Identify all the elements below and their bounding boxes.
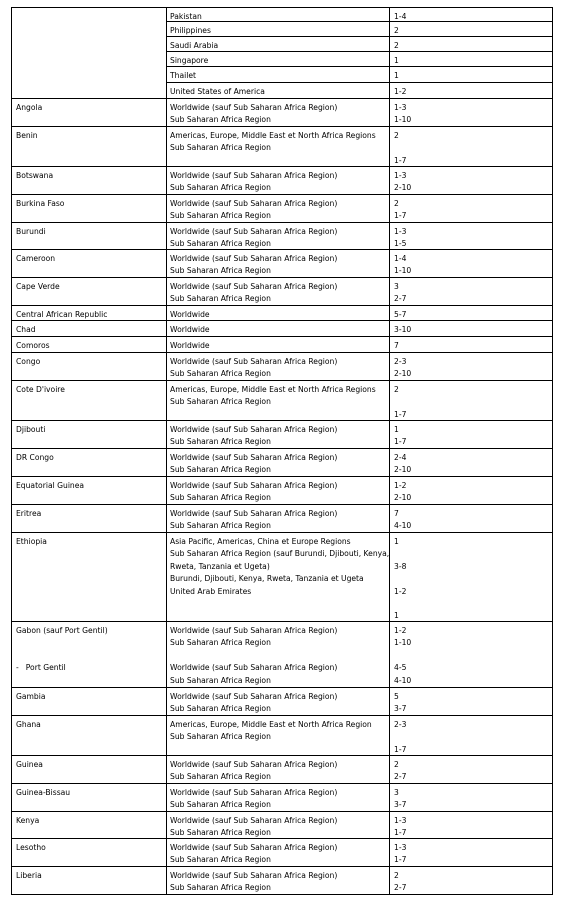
rate-value: 2 (394, 199, 399, 208)
rate-value: 2-7 (394, 294, 407, 304)
region-line: Sub Saharan Africa Region (170, 521, 271, 531)
rate-value: 7 (394, 341, 399, 350)
table-row (11, 167, 553, 195)
region-cell (166, 784, 389, 811)
country-cell (12, 337, 166, 352)
region-line: Worldwide (sauf Sub Saharan Africa Region) (170, 663, 338, 673)
country-name: Central African Republic (16, 310, 108, 319)
country-name: Ethiopia (16, 537, 47, 546)
country-cell (12, 250, 166, 277)
rate-cell (389, 421, 552, 448)
rate-value: 2-3 (394, 720, 407, 729)
region-line: Sub Saharan Africa Region (170, 704, 271, 714)
country-cell (12, 321, 166, 336)
rate-cell (389, 353, 552, 380)
country-name: Gabon (sauf Port Gentil) (16, 626, 108, 635)
rate-value: 1-3 (394, 103, 407, 112)
country-name: Guinea (16, 760, 43, 769)
country-cell (12, 99, 166, 126)
region-cell (166, 127, 389, 166)
country-cell (12, 756, 166, 783)
rate-cell (389, 839, 552, 866)
rate-value: 1 (394, 71, 399, 80)
country-cell (12, 867, 166, 894)
region-cell (166, 195, 389, 222)
table-row (11, 688, 553, 716)
country-name: DR Congo (16, 453, 54, 462)
rate-cell (389, 321, 552, 336)
rate-value: 2-10 (394, 369, 412, 379)
table-row (11, 477, 553, 505)
table-row (11, 306, 553, 321)
rate-cell (389, 756, 552, 783)
country-name: Botswana (16, 171, 54, 180)
table-row (11, 505, 553, 533)
rate-value: 2-4 (394, 453, 407, 462)
rate-cell (389, 195, 552, 222)
region-cell (166, 505, 389, 532)
country-name: Lesotho (16, 843, 46, 852)
rate-value: 1-2 (394, 87, 407, 96)
region-line: Sub Saharan Africa Region (170, 828, 271, 838)
region-cell (166, 533, 389, 621)
country-cell (12, 195, 166, 222)
rate-cell (389, 278, 552, 305)
country-cell (12, 83, 166, 98)
country-name: Djibouti (16, 425, 46, 434)
country-cell (12, 784, 166, 811)
country-name (16, 40, 166, 52)
region-line: Sub Saharan Africa Region (170, 143, 271, 153)
region-line: Sub Saharan Africa Region (170, 638, 271, 648)
country-name: Guinea-Bissau (16, 788, 71, 797)
country-name: Cameroon (16, 254, 56, 263)
table-row (11, 195, 553, 223)
region-line: Worldwide (sauf Sub Saharan Africa Region) (170, 357, 338, 366)
table-row (11, 812, 553, 839)
region-cell (166, 337, 389, 352)
table-row (11, 37, 553, 52)
region-line: Sub Saharan Africa Region (170, 732, 271, 742)
region-line: Sub Saharan Africa Region (170, 266, 271, 276)
country-name (16, 11, 166, 22)
region-cell (166, 52, 389, 66)
region-line: Worldwide (170, 310, 210, 319)
rate-cell (389, 52, 552, 66)
region-line: Sub Saharan Africa Region (170, 883, 271, 893)
rate-value: 1-10 (394, 638, 412, 648)
region-line: Sub Saharan Africa Region (170, 493, 271, 503)
table-row (11, 784, 553, 812)
table-row (11, 67, 553, 83)
country-cell (12, 533, 166, 621)
rate-value: 1 (394, 56, 399, 65)
table-row (11, 622, 553, 688)
rate-value: 3 (394, 788, 399, 797)
country-name: Benin (16, 131, 38, 140)
rate-value: 5 (394, 692, 399, 701)
rate-value: 7 (394, 509, 399, 518)
region-line: Worldwide (sauf Sub Saharan Africa Region) (170, 509, 338, 518)
region-cell (166, 83, 389, 98)
country-name: Equatorial Guinea (16, 481, 85, 490)
region-line: Worldwide (sauf Sub Saharan Africa Region) (170, 626, 338, 635)
region-cell (166, 353, 389, 380)
country-name (16, 25, 166, 37)
rate-cell (389, 99, 552, 126)
region-line: Sub Saharan Africa Region (170, 239, 271, 249)
rate-value: 1-7 (394, 155, 407, 165)
rate-value: 2 (394, 385, 399, 394)
region-line: Worldwide (sauf Sub Saharan Africa Region) (170, 199, 338, 208)
rate-value: 4-10 (394, 521, 412, 531)
table-row (11, 353, 553, 381)
region-cell (166, 99, 389, 126)
table-row (11, 83, 553, 99)
region-line: Worldwide (sauf Sub Saharan Africa Region) (170, 692, 338, 701)
region-line: Asia Pacific, Americas, China et Europe Regions (170, 537, 351, 546)
region-cell (166, 321, 389, 336)
rate-value: 2 (394, 41, 399, 50)
rate-cell (389, 784, 552, 811)
rate-value: 1 (394, 425, 399, 434)
country-cell (12, 505, 166, 532)
rate-cell (389, 22, 552, 36)
region-cell (166, 477, 389, 504)
rate-value: 1-7 (394, 437, 407, 447)
region-line: Worldwide (sauf Sub Saharan Africa Region) (170, 103, 338, 112)
region-line: Worldwide (sauf Sub Saharan Africa Region) (170, 760, 338, 769)
country-cell (12, 37, 166, 52)
country-cell (12, 477, 166, 504)
region-line: Americas, Europe, Middle East et North Africa Regions (170, 131, 376, 140)
table-row (11, 7, 553, 22)
rate-value: 3-10 (394, 325, 412, 334)
table-row (11, 223, 553, 250)
country-cell (12, 223, 166, 249)
rate-cell (389, 505, 552, 532)
region-cell (166, 421, 389, 448)
rate-cell (389, 688, 552, 715)
table-row (11, 716, 553, 756)
region-line: United States of America (170, 87, 265, 96)
rate-value: 3-7 (394, 800, 407, 810)
region-line: Sub Saharan Africa Region (170, 437, 271, 447)
country-name: Burkina Faso (16, 199, 65, 208)
rate-cell (389, 167, 552, 194)
table-row (11, 127, 553, 167)
rate-cell (389, 127, 552, 166)
region-line: Sub Saharan Africa Region (170, 800, 271, 810)
rate-value: 1-2 (394, 626, 407, 635)
country-sub-entry (16, 662, 166, 674)
country-cell (12, 688, 166, 715)
rate-value: 1-7 (394, 744, 407, 754)
region-cell (166, 449, 389, 476)
country-name: Congo (16, 357, 41, 366)
country-cell (12, 127, 166, 166)
region-line: Sub Saharan Africa Region (170, 675, 271, 685)
region-cell (166, 812, 389, 838)
rate-value: 4-10 (394, 675, 412, 685)
table-row (11, 99, 553, 127)
rate-value: 1-7 (394, 409, 407, 419)
country-sub-name: Port Gentil (25, 663, 66, 673)
country-name: Eritrea (16, 509, 42, 518)
country-cell (12, 167, 166, 194)
rate-cell (389, 533, 552, 621)
region-line: Worldwide (sauf Sub Saharan Africa Region) (170, 227, 338, 236)
region-cell (166, 688, 389, 715)
rate-cell (389, 867, 552, 894)
table-row (11, 321, 553, 337)
region-line: Sub Saharan Africa Region (170, 465, 271, 475)
rate-value: 2 (394, 26, 399, 35)
country-cell (12, 381, 166, 420)
region-line: Worldwide (sauf Sub Saharan Africa Region) (170, 171, 338, 180)
country-name: Cote D'ivoire (16, 385, 65, 394)
region-cell (166, 839, 389, 866)
table-row (11, 421, 553, 449)
region-cell (166, 306, 389, 320)
table-row (11, 22, 553, 37)
rate-value: 1-7 (394, 855, 407, 865)
country-cell (12, 449, 166, 476)
country-name: Chad (16, 325, 36, 334)
region-line: Sub Saharan Africa Region (170, 115, 271, 125)
rate-value: 1-7 (394, 828, 407, 838)
region-line: Worldwide (sauf Sub Saharan Africa Region) (170, 788, 338, 797)
rate-value: 1-3 (394, 843, 407, 852)
region-line: United Arab Emirates (170, 586, 252, 596)
region-cell (166, 867, 389, 894)
region-cell (166, 622, 389, 687)
rate-cell (389, 381, 552, 420)
region-line: Worldwide (sauf Sub Saharan Africa Region) (170, 282, 338, 291)
rate-cell (389, 223, 552, 249)
rate-value: 1-4 (394, 12, 407, 21)
region-cell (166, 22, 389, 36)
country-name: Gambia (16, 692, 46, 701)
rate-value: 1 (394, 611, 399, 621)
region-cell (166, 223, 389, 249)
table-row (11, 533, 553, 622)
table-row (11, 278, 553, 306)
rate-value: 2-10 (394, 465, 412, 475)
region-line: Sub Saharan Africa Region (170, 183, 271, 193)
region-line: Rweta, Tanzania et Ugeta) (170, 561, 270, 571)
rate-value: 2-3 (394, 357, 407, 366)
country-cell (12, 22, 166, 37)
region-line: Worldwide (170, 325, 210, 334)
rate-value: 2-10 (394, 493, 412, 503)
rate-cell (389, 812, 552, 838)
table-row (11, 52, 553, 67)
country-cell (12, 812, 166, 838)
rate-value: 1-3 (394, 171, 407, 180)
region-cell (166, 756, 389, 783)
country-name (16, 86, 166, 98)
rate-value: 1-2 (394, 481, 407, 490)
region-line: Sub Saharan Africa Region (170, 369, 271, 379)
rate-value: 2-7 (394, 883, 407, 893)
region-cell (166, 8, 389, 21)
table-row (11, 449, 553, 477)
region-line: Americas, Europe, Middle East et North Africa Regions (170, 385, 376, 394)
country-name: Angola (16, 103, 43, 112)
region-line: Sub Saharan Africa Region (170, 772, 271, 782)
country-cell (12, 716, 166, 755)
country-cell (12, 306, 166, 320)
country-cell (12, 52, 166, 67)
rate-value: 2-10 (394, 183, 412, 193)
region-line: Worldwide (170, 341, 210, 350)
rate-cell (389, 716, 552, 755)
rate-cell (389, 477, 552, 504)
rate-value: 2 (394, 871, 399, 880)
rate-value: 2 (394, 131, 399, 140)
region-line: Sub Saharan Africa Region (170, 397, 271, 407)
rates-table (11, 7, 553, 895)
region-line: Worldwide (sauf Sub Saharan Africa Region) (170, 453, 338, 462)
region-line: Worldwide (sauf Sub Saharan Africa Region) (170, 425, 338, 434)
rate-cell (389, 37, 552, 51)
bullet-dash: - (16, 663, 19, 673)
region-line: Saudi Arabia (170, 41, 219, 50)
country-name: Ghana (16, 720, 41, 729)
rate-value: 1-2 (394, 586, 407, 596)
region-cell (166, 37, 389, 51)
region-line: Burundi, Djibouti, Kenya, Rweta, Tanzania et Ugeta (170, 574, 364, 584)
region-line: Singapore (170, 56, 209, 65)
region-cell (166, 278, 389, 305)
rate-cell (389, 449, 552, 476)
rate-value: 5-7 (394, 310, 407, 319)
region-line: Pakistan (170, 12, 202, 21)
region-cell (166, 67, 389, 82)
rate-value: 1-7 (394, 211, 407, 221)
table-row (11, 839, 553, 867)
region-line: Worldwide (sauf Sub Saharan Africa Region) (170, 816, 338, 825)
table-row (11, 250, 553, 278)
region-line: Sub Saharan Africa Region (170, 855, 271, 865)
country-cell (12, 8, 166, 22)
country-name: Comoros (16, 341, 50, 350)
rate-value: 4-5 (394, 663, 407, 673)
region-cell (166, 250, 389, 277)
country-name: Burundi (16, 227, 46, 236)
region-line: Thailet (170, 71, 196, 80)
rate-cell (389, 67, 552, 82)
country-cell (12, 421, 166, 448)
table-row (11, 381, 553, 421)
region-line: Sub Saharan Africa Region (sauf Burundi, Djibouti, Kenya, (170, 549, 389, 559)
country-name (16, 55, 166, 67)
country-name: Cape Verde (16, 282, 60, 291)
region-cell (166, 381, 389, 420)
rate-cell (389, 8, 552, 21)
region-line: Worldwide (sauf Sub Saharan Africa Region) (170, 254, 338, 263)
country-name: Kenya (16, 816, 40, 825)
rate-value: 1-4 (394, 254, 407, 263)
rate-value: 2 (394, 760, 399, 769)
country-cell (12, 278, 166, 305)
country-cell (12, 353, 166, 380)
region-line: Philippines (170, 26, 211, 35)
rate-value: 1-5 (394, 239, 407, 249)
region-line: Sub Saharan Africa Region (170, 211, 271, 221)
rate-cell (389, 83, 552, 98)
rate-value: 1-10 (394, 266, 412, 276)
table-row (11, 337, 553, 353)
region-line: Worldwide (sauf Sub Saharan Africa Region) (170, 843, 338, 852)
rate-cell (389, 306, 552, 320)
rate-value: 3 (394, 282, 399, 291)
table-row (11, 867, 553, 895)
rate-value: 1 (394, 537, 399, 546)
country-name (16, 70, 166, 82)
country-cell (12, 839, 166, 866)
region-line: Worldwide (sauf Sub Saharan Africa Region) (170, 481, 338, 490)
rate-cell (389, 622, 552, 687)
country-name: Liberia (16, 871, 42, 880)
country-cell (12, 67, 166, 83)
rate-value: 1-10 (394, 115, 412, 125)
rate-value: 2-7 (394, 772, 407, 782)
rate-cell (389, 337, 552, 352)
rate-cell (389, 250, 552, 277)
region-line: Americas, Europe, Middle East et North Africa Region (170, 720, 372, 729)
region-line: Worldwide (sauf Sub Saharan Africa Region) (170, 871, 338, 880)
table-row (11, 756, 553, 784)
region-cell (166, 167, 389, 194)
rate-value: 1-3 (394, 227, 407, 236)
region-line: Sub Saharan Africa Region (170, 294, 271, 304)
country-cell (12, 622, 166, 687)
region-cell (166, 716, 389, 755)
rate-value: 1-3 (394, 816, 407, 825)
rate-value: 3-7 (394, 704, 407, 714)
rate-value: 3-8 (394, 561, 407, 571)
